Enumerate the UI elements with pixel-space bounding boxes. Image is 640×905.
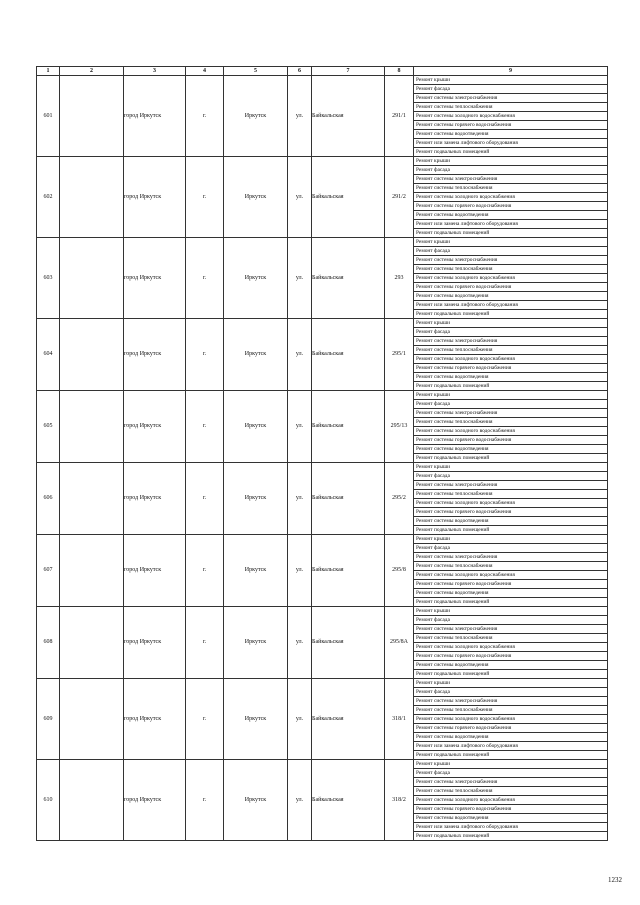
settlement-name: город Иркутск [124, 238, 186, 319]
empty-cell [60, 238, 124, 319]
house-number: 295/8 [385, 535, 414, 607]
settlement-name: город Иркутск [124, 463, 186, 535]
register-table [36, 66, 608, 841]
work-item: Ремонт фасада [414, 472, 607, 481]
settlement-type: г. [186, 760, 224, 841]
col-header-5: 5 [224, 67, 288, 76]
work-item: Ремонт фасада [414, 328, 607, 337]
settlement-type: г. [186, 535, 224, 607]
work-item: Ремонт системы водоотведения [414, 733, 607, 742]
work-item: Ремонт системы холодного водоснабжения [414, 427, 607, 436]
work-item: Ремонт системы водоотведения [414, 373, 607, 382]
work-item: Ремонт системы теплоснабжения [414, 787, 607, 796]
works-list [414, 319, 608, 391]
city-name: Иркутск [224, 535, 288, 607]
work-item: Ремонт крыши [414, 679, 607, 688]
work-item: Ремонт системы водоотведения [414, 292, 607, 301]
works-list [414, 391, 608, 463]
table-row [37, 607, 608, 679]
work-item: Ремонт системы теплоснабжения [414, 562, 607, 571]
col-header-3: 3 [124, 67, 186, 76]
settlement-type: г. [186, 319, 224, 391]
table-row [37, 679, 608, 760]
work-item: Ремонт системы горячего водоснабжения [414, 283, 607, 292]
work-item: Ремонт системы электроснабжения [414, 94, 607, 103]
work-item: Ремонт системы холодного водоснабжения [414, 643, 607, 652]
street-type: ул. [288, 76, 312, 157]
page-number: 1232 [608, 876, 622, 884]
header-row [37, 67, 608, 76]
work-item: Ремонт подвальных помещений [416, 149, 490, 155]
work-item: Ремонт крыши [414, 238, 607, 247]
street-type: ул. [288, 535, 312, 607]
city-name: Иркутск [224, 238, 288, 319]
table-row [37, 238, 608, 319]
settlement-type: г. [186, 679, 224, 760]
street-type: ул. [288, 679, 312, 760]
work-item: Ремонт системы горячего водоснабжения [414, 202, 607, 211]
work-item: Ремонт подвальных помещений [416, 383, 490, 389]
row-number: 609 [37, 679, 60, 760]
table-row [37, 76, 608, 157]
table-body [37, 76, 608, 841]
settlement-name: город Иркутск [124, 535, 186, 607]
city-name: Иркутск [224, 679, 288, 760]
settlement-type: г. [186, 463, 224, 535]
house-number: 293 [385, 238, 414, 319]
works-list [414, 679, 608, 760]
work-item: Ремонт системы электроснабжения [414, 481, 607, 490]
house-number: 291/1 [385, 76, 414, 157]
work-item: Ремонт подвальных помещений [416, 527, 490, 533]
work-item: Ремонт системы водоотведения [414, 589, 607, 598]
row-number: 605 [37, 391, 60, 463]
work-item: Ремонт фасада [414, 400, 607, 409]
house-number: 318/1 [385, 679, 414, 760]
row-number: 606 [37, 463, 60, 535]
work-item: Ремонт крыши [414, 157, 607, 166]
work-item: Ремонт системы горячего водоснабжения [414, 652, 607, 661]
settlement-type: г. [186, 76, 224, 157]
house-number: 291/2 [385, 157, 414, 238]
work-item: Ремонт системы электроснабжения [414, 697, 607, 706]
street-name: Байкальская [312, 760, 385, 841]
table-row [37, 391, 608, 463]
house-number: 295/13 [385, 391, 414, 463]
work-item: Ремонт системы электроснабжения [414, 409, 607, 418]
street-name: Байкальская [312, 157, 385, 238]
street-name: Байкальская [312, 319, 385, 391]
empty-cell [60, 679, 124, 760]
table-row [37, 157, 608, 238]
work-item: Ремонт системы электроснабжения [414, 625, 607, 634]
street-type: ул. [288, 157, 312, 238]
street-type: ул. [288, 319, 312, 391]
row-number: 603 [37, 238, 60, 319]
work-item: Ремонт системы электроснабжения [414, 553, 607, 562]
work-item: Ремонт или замена лифтового оборудования [414, 139, 607, 148]
row-number: 610 [37, 760, 60, 841]
settlement-name: город Иркутск [124, 607, 186, 679]
work-item: Ремонт подвальных помещений [416, 230, 490, 236]
work-item: Ремонт системы теплоснабжения [414, 634, 607, 643]
work-item: Ремонт крыши [414, 463, 607, 472]
work-item: Ремонт системы теплоснабжения [414, 103, 607, 112]
col-header-2: 2 [60, 67, 124, 76]
work-item: Ремонт системы теплоснабжения [414, 184, 607, 193]
city-name: Иркутск [224, 391, 288, 463]
row-number: 601 [37, 76, 60, 157]
work-item: Ремонт системы электроснабжения [414, 256, 607, 265]
work-item: Ремонт или замена лифтового оборудования [414, 220, 607, 229]
work-item: Ремонт системы водоотведения [414, 211, 607, 220]
street-type: ул. [288, 238, 312, 319]
work-item: Ремонт крыши [414, 760, 607, 769]
work-item: Ремонт системы водоотведения [414, 517, 607, 526]
empty-cell [60, 760, 124, 841]
city-name: Иркутск [224, 319, 288, 391]
house-number: 318/2 [385, 760, 414, 841]
work-item: Ремонт или замена лифтового оборудования [414, 823, 607, 832]
work-item: Ремонт системы электроснабжения [414, 175, 607, 184]
street-type: ул. [288, 607, 312, 679]
table-row [37, 463, 608, 535]
col-header-7: 7 [312, 67, 385, 76]
work-item: Ремонт фасада [414, 688, 607, 697]
work-item: Ремонт фасада [414, 769, 607, 778]
settlement-name: город Иркутск [124, 760, 186, 841]
work-item: Ремонт крыши [414, 535, 607, 544]
street-name: Байкальская [312, 679, 385, 760]
house-number: 295/1 [385, 319, 414, 391]
empty-cell [60, 391, 124, 463]
street-type: ул. [288, 760, 312, 841]
works-list [414, 607, 608, 679]
work-item: Ремонт системы теплоснабжения [414, 706, 607, 715]
table-row [37, 319, 608, 391]
work-item: Ремонт системы холодного водоснабжения [414, 796, 607, 805]
street-name: Байкальская [312, 238, 385, 319]
empty-cell [60, 157, 124, 238]
row-number: 607 [37, 535, 60, 607]
work-item: Ремонт системы горячего водоснабжения [414, 580, 607, 589]
city-name: Иркутск [224, 463, 288, 535]
settlement-type: г. [186, 157, 224, 238]
settlement-name: город Иркутск [124, 319, 186, 391]
works-list [414, 463, 608, 535]
house-number: 295/2 [385, 463, 414, 535]
works-list [414, 535, 608, 607]
work-item: Ремонт подвальных помещений [416, 752, 490, 758]
work-item: Ремонт системы теплоснабжения [414, 265, 607, 274]
work-item: Ремонт системы электроснабжения [414, 778, 607, 787]
empty-cell [60, 76, 124, 157]
work-item: Ремонт системы холодного водоснабжения [414, 274, 607, 283]
city-name: Иркутск [224, 760, 288, 841]
col-header-4: 4 [186, 67, 224, 76]
work-item: Ремонт системы холодного водоснабжения [414, 193, 607, 202]
empty-cell [60, 607, 124, 679]
work-item: Ремонт системы холодного водоснабжения [414, 355, 607, 364]
work-item: Ремонт системы электроснабжения [414, 337, 607, 346]
street-name: Байкальская [312, 391, 385, 463]
work-item: Ремонт системы горячего водоснабжения [414, 121, 607, 130]
works-list [414, 760, 608, 841]
work-item: Ремонт системы горячего водоснабжения [414, 724, 607, 733]
work-item: Ремонт системы холодного водоснабжения [414, 571, 607, 580]
work-item: Ремонт подвальных помещений [416, 311, 490, 317]
work-item: Ремонт фасада [414, 616, 607, 625]
works-list [414, 157, 608, 238]
street-name: Байкальская [312, 607, 385, 679]
row-number: 608 [37, 607, 60, 679]
city-name: Иркутск [224, 157, 288, 238]
street-name: Байкальская [312, 463, 385, 535]
settlement-name: город Иркутск [124, 679, 186, 760]
work-item: Ремонт фасада [414, 166, 607, 175]
work-item: Ремонт подвальных помещений [416, 455, 490, 461]
work-item: Ремонт подвальных помещений [416, 833, 490, 839]
work-item: Ремонт фасада [414, 247, 607, 256]
settlement-name: город Иркутск [124, 157, 186, 238]
settlement-type: г. [186, 607, 224, 679]
work-item: Ремонт системы горячего водоснабжения [414, 805, 607, 814]
work-item: Ремонт крыши [414, 391, 607, 400]
street-name: Байкальская [312, 535, 385, 607]
settlement-name: город Иркутск [124, 76, 186, 157]
settlement-type: г. [186, 238, 224, 319]
work-item: Ремонт или замена лифтового оборудования [414, 301, 607, 310]
settlement-name: город Иркутск [124, 391, 186, 463]
city-name: Иркутск [224, 76, 288, 157]
work-item: Ремонт крыши [414, 319, 607, 328]
work-item: Ремонт системы холодного водоснабжения [414, 715, 607, 724]
work-item: Ремонт крыши [414, 76, 607, 85]
work-item: Ремонт крыши [414, 607, 607, 616]
work-item: Ремонт системы холодного водоснабжения [414, 499, 607, 508]
street-type: ул. [288, 391, 312, 463]
house-number: 295/8А [385, 607, 414, 679]
work-item: Ремонт системы теплоснабжения [414, 418, 607, 427]
table-row [37, 535, 608, 607]
street-name: Байкальская [312, 76, 385, 157]
work-item: Ремонт системы водоотведения [414, 130, 607, 139]
work-item: Ремонт системы теплоснабжения [414, 346, 607, 355]
empty-cell [60, 319, 124, 391]
empty-cell [60, 535, 124, 607]
street-type: ул. [288, 463, 312, 535]
work-item: Ремонт системы холодного водоснабжения [414, 112, 607, 121]
works-list [414, 76, 608, 157]
work-item: Ремонт подвальных помещений [416, 599, 490, 605]
work-item: Ремонт системы горячего водоснабжения [414, 364, 607, 373]
col-header-1: 1 [37, 67, 60, 76]
settlement-type: г. [186, 391, 224, 463]
work-item: Ремонт системы водоотведения [414, 814, 607, 823]
works-list [414, 238, 608, 319]
work-item: Ремонт системы теплоснабжения [414, 490, 607, 499]
work-item: Ремонт системы горячего водоснабжения [414, 436, 607, 445]
row-number: 602 [37, 157, 60, 238]
col-header-6: 6 [288, 67, 312, 76]
work-item: Ремонт фасада [414, 544, 607, 553]
city-name: Иркутск [224, 607, 288, 679]
work-item: Ремонт или замена лифтового оборудования [414, 742, 607, 751]
work-item: Ремонт системы горячего водоснабжения [414, 508, 607, 517]
work-item: Ремонт системы водоотведения [414, 445, 607, 454]
row-number: 604 [37, 319, 60, 391]
col-header-9: 9 [414, 67, 608, 76]
empty-cell [60, 463, 124, 535]
table-row [37, 760, 608, 841]
work-item: Ремонт фасада [414, 85, 607, 94]
col-header-8: 8 [385, 67, 414, 76]
work-item: Ремонт системы водоотведения [414, 661, 607, 670]
work-item: Ремонт подвальных помещений [416, 671, 490, 677]
